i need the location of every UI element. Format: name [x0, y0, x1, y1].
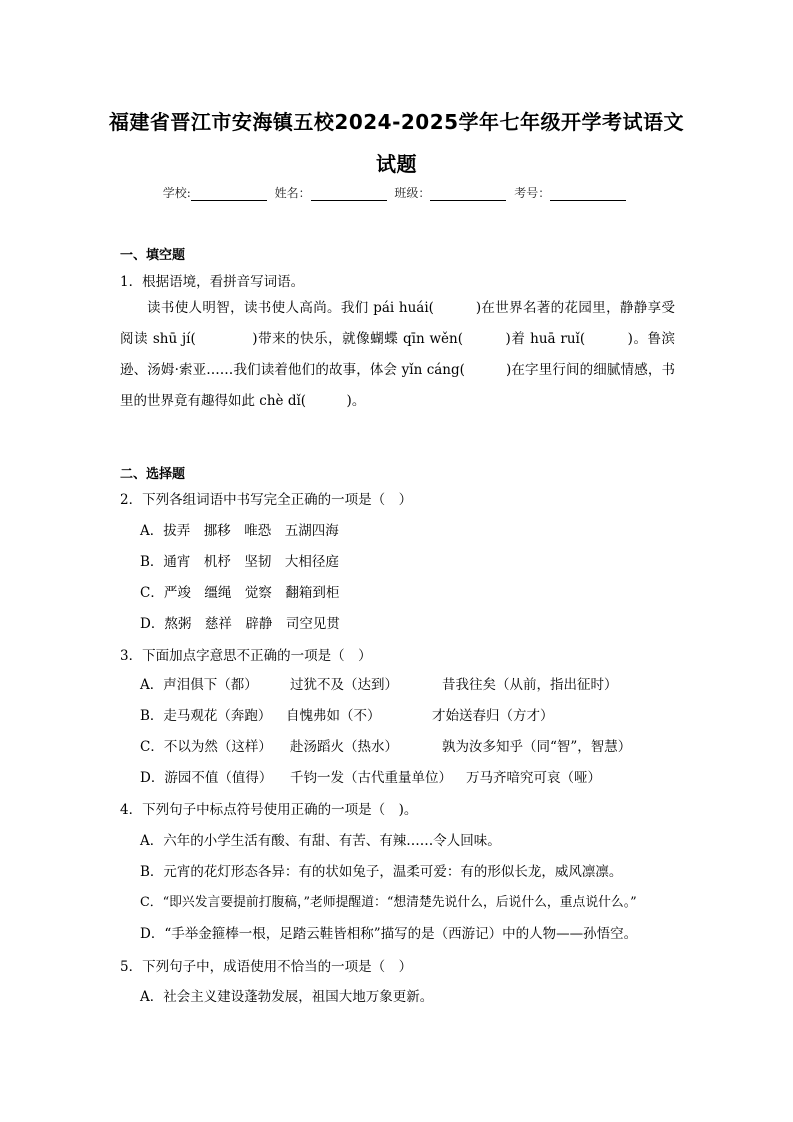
- q5-stem: 5．下列句子中，成语使用不恰当的一项是（ ）: [120, 959, 413, 975]
- q3-option-a[interactable]: [140, 673, 618, 693]
- q4-stem: 4．下列句子中标点符号使用正确的一项是（ )。: [120, 802, 418, 818]
- q3-option-b[interactable]: [140, 704, 554, 724]
- q3-stem: 3．下面加点字意思不正确的一项是（ ）: [120, 648, 372, 664]
- q3-b-item1: B．走马观花（奔跑）: [140, 708, 272, 724]
- q3-a-item1: A．声泪俱下（都）: [140, 677, 258, 693]
- q3-b-item2: 自愧弗如（不）: [286, 708, 381, 724]
- q3-option-c[interactable]: [140, 735, 631, 755]
- q2-option-a[interactable]: A．拔弄 挪移 唯恐 五湖四海: [140, 523, 339, 539]
- school-label: 学校:: [162, 186, 191, 200]
- q3-c-item1: C．不以为然（这样）: [140, 739, 272, 755]
- name-label: 姓名：: [274, 186, 311, 200]
- q5-option-a[interactable]: A．社会主义建设蓬勃发展，祖国大地万象更新。: [140, 989, 434, 1005]
- doc-title-line2: 试题: [376, 152, 417, 176]
- exam-no-label: 考号：: [514, 186, 551, 200]
- class-blank[interactable]: [430, 188, 506, 201]
- q3-a-item2: 过犹不及（达到）: [290, 677, 398, 693]
- section-heading-fill: 一、填空题: [120, 248, 186, 263]
- q3-c-item3: 孰为汝多知乎（同“智”，智慧）: [442, 739, 632, 755]
- q4-option-c[interactable]: C．“即兴发言要提前打腹稿，”老师提醒道：“想清楚先说什么，后说什么，重点说什么。”: [140, 895, 637, 910]
- q4-option-a[interactable]: A．六年的小学生活有酸、有甜、有苦、有辣……令人回味。: [140, 833, 501, 849]
- school-blank[interactable]: [191, 188, 267, 201]
- q2-option-d[interactable]: D．熬粥 慈祥 辟静 司空见贯: [140, 616, 340, 632]
- q2-option-b[interactable]: B．通宵 机杼 坚韧 大相径庭: [140, 554, 339, 570]
- q3-c-item2: 赴汤蹈火（热水）: [290, 739, 398, 755]
- q3-a-item3: 昔我往矣（从前，指出征时）: [442, 677, 618, 693]
- q2-stem: 2．下列各组词语中书写完全正确的一项是（ ）: [120, 492, 413, 508]
- q3-option-d[interactable]: [140, 766, 601, 786]
- q2-option-c[interactable]: C．严竣 缰绳 觉察 翻箱到柜: [140, 585, 340, 601]
- q4-option-d[interactable]: D．“手举金箍棒一根，足踏云鞋皆相称”描写的是（西游记）中的人物——孙悟空。: [140, 926, 638, 942]
- q4-option-b[interactable]: B．元宵的花灯形态各异：有的状如兔子，温柔可爱：有的形似长龙，威风凛凛。: [140, 864, 623, 880]
- q3-d-item2: 千钧一发（古代重量单位）: [290, 770, 452, 786]
- q3-b-item3: 才始送春归（方才）: [432, 708, 554, 724]
- q1-stem: 1．根据语境，看拼音写词语。: [120, 274, 305, 290]
- q1-passage: 读书使人明智，读书使人高尚。我们 pái huái( )在世界名著的花园里，静静享受阅读 shū jí( )带来的快乐，就像蝴蝶 qīn wěn( )着 huā ruǐ( )。鲁滨逊、汤姆·索亚……我们读着他们的故事，体会 yǐn cáng( )在字里行间的细腻情感，书里的世界竟有趣得如此 chè dǐ( )。: [120, 300, 675, 409]
- q3-d-item1: D．游园不值（值得）: [140, 770, 273, 786]
- q3-d-item3: 万马齐喑究可哀（哑）: [466, 770, 601, 786]
- class-label: 班级：: [394, 186, 431, 200]
- doc-title-line1: 福建省晋江市安海镇五校2024-2025学年七年级开学考试语文: [108, 110, 685, 134]
- name-blank[interactable]: [311, 188, 387, 201]
- section-heading-choice: 二、选择题: [120, 467, 186, 482]
- exam-no-blank[interactable]: [550, 188, 626, 201]
- student-info-row: [0, 184, 793, 201]
